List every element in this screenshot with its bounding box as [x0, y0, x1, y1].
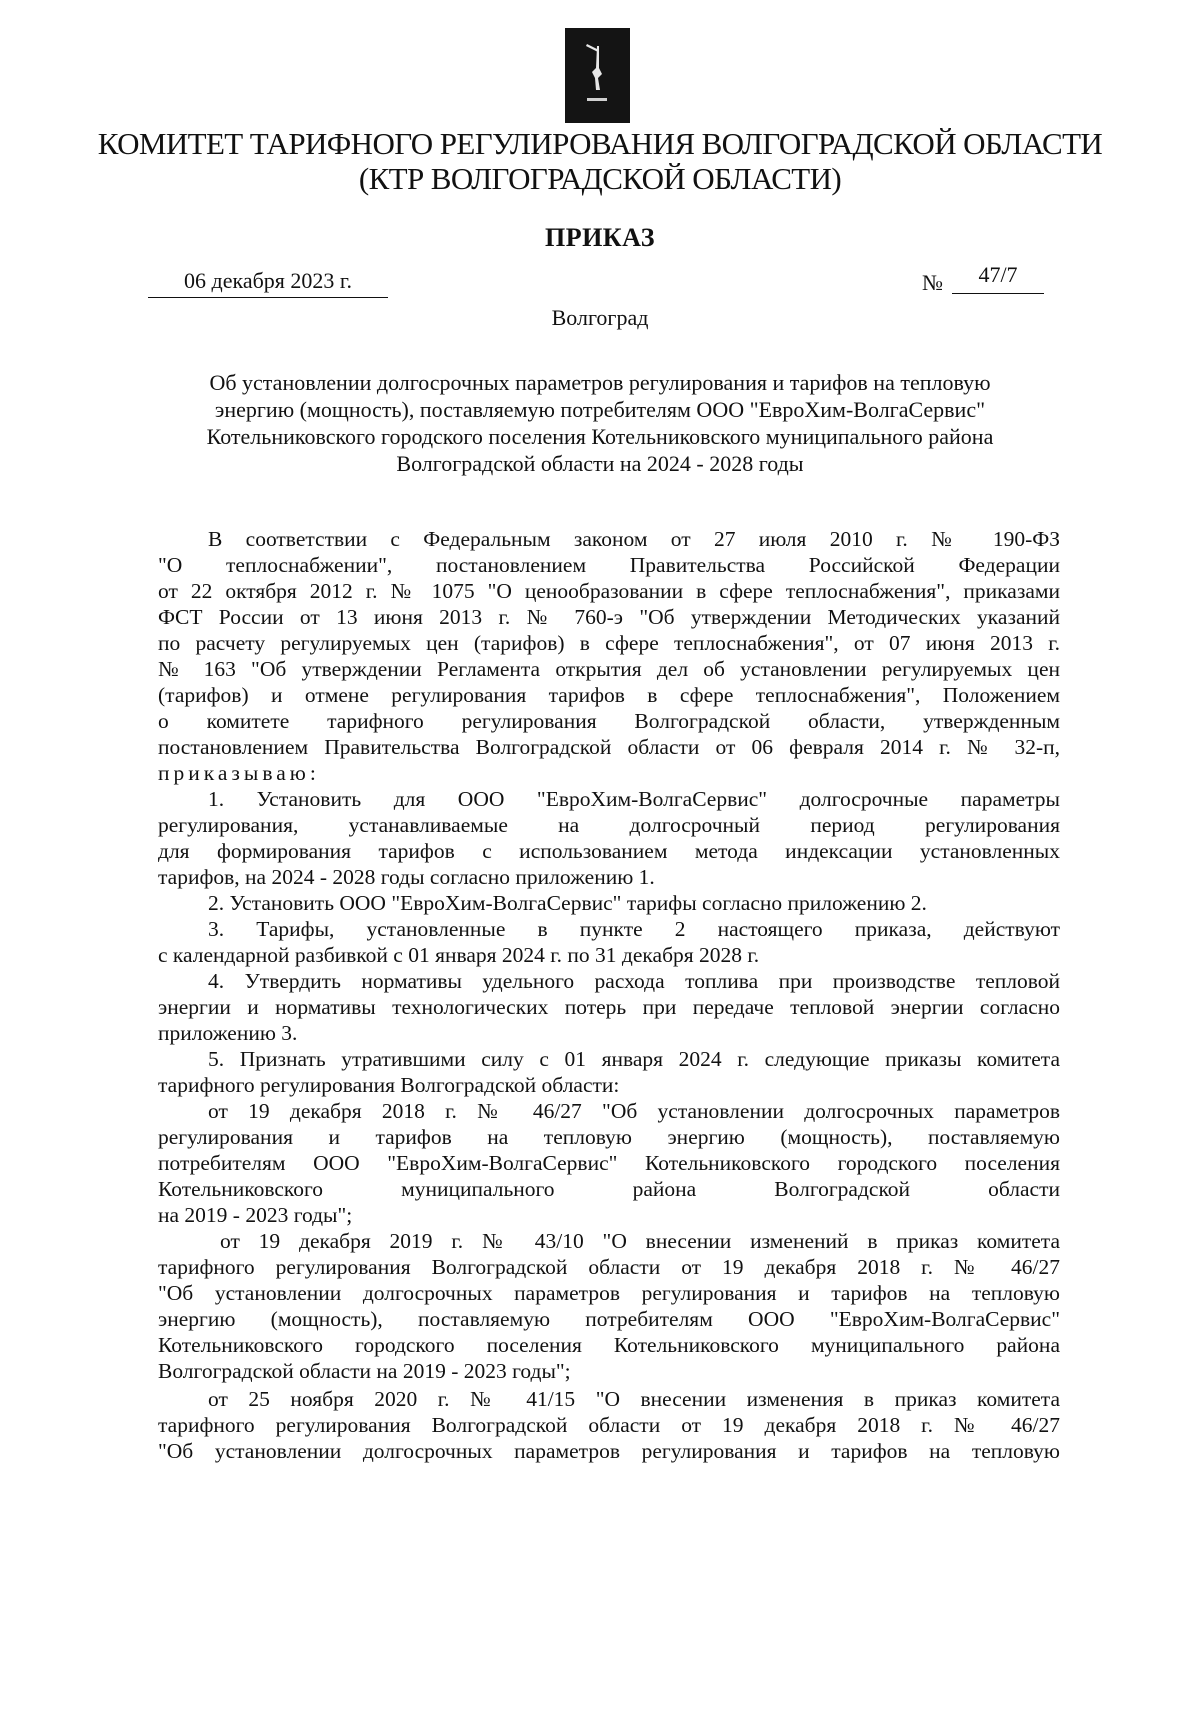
body-line: тарифного регулирования Волгоградской области от 19 декабря 2018 г. № 46/27 — [158, 1255, 1060, 1279]
body-line: "Об установлении долгосрочных параметров регулирования и тарифов на тепловую — [158, 1281, 1060, 1305]
body-line: "Об установлении долгосрочных параметров регулирования и тарифов на тепловую — [158, 1439, 1060, 1463]
body-line: от 19 декабря 2018 г. № 46/27 "Об установлении долгосрочных параметров — [208, 1099, 1060, 1123]
body-line: энергию (мощность), поставляемую потребителям ООО "ЕвроХим-ВолгаСервис" — [158, 1307, 1060, 1331]
organization-name: КОМИТЕТ ТАРИФНОГО РЕГУЛИРОВАНИЯ ВОЛГОГРАДСКОЙ ОБЛАСТИ — [97, 126, 1103, 161]
body-line: 4. Утвердить нормативы удельного расхода топлива при производстве тепловой — [208, 969, 1060, 993]
order-city: Волгоград — [551, 305, 649, 330]
body-line: Котельниковского городского поселения Котельниковского муниципального района — [158, 1333, 1060, 1357]
body-line: регулирования и тарифов на тепловую энергию (мощность), поставляемую — [158, 1125, 1060, 1149]
body-line: постановлением Правительства Волгоградской области от 06 февраля 2014 г. № 32-п, — [158, 735, 1060, 759]
body-line: от 22 октября 2012 г. № 1075 "О ценообразовании в сфере теплоснабжения", приказами — [158, 579, 1060, 603]
body-line: тарифного регулирования Волгоградской области от 19 декабря 2018 г. № 46/27 — [158, 1413, 1060, 1437]
volgograd-emblem-icon — [565, 28, 630, 123]
subject-line: Волгоградской области на 2024 - 2028 годы — [396, 451, 804, 476]
body-line: (тарифов) и отмене регулирования тарифов в сфере теплоснабжения", Положением — [158, 683, 1060, 707]
body-line: Волгоградской области на 2019 - 2023 годы"; — [158, 1359, 571, 1383]
body-line: ФСТ России от 13 июня 2013 г. № 760-э "Об утверждении Методических указаний — [158, 605, 1060, 629]
body-line: приказываю: — [158, 761, 320, 785]
body-line: приложению 3. — [158, 1021, 298, 1045]
body-line: от 25 ноября 2020 г. № 41/15 "О внесении изменения в приказ комитета — [208, 1387, 1060, 1411]
body-line: тарифного регулирования Волгоградской области: — [158, 1073, 620, 1097]
body-line: 3. Тарифы, установленные в пункте 2 настоящего приказа, действуют — [208, 917, 1060, 941]
body-line: Котельниковского муниципального района Волгоградской области — [158, 1177, 1060, 1201]
body-line: потребителям ООО "ЕвроХим-ВолгаСервис" Котельниковского городского поселения — [158, 1151, 1060, 1175]
order-number: 47/7 — [952, 262, 1044, 294]
subject-line: Котельниковского городского поселения Котельниковского муниципального района — [206, 424, 994, 449]
body-line: с календарной разбивкой с 01 января 2024 г. по 31 декабря 2028 г. — [158, 943, 760, 967]
body-line: регулирования, устанавливаемые на долгосрочный период регулирования — [158, 813, 1060, 837]
body-line: № 163 "Об утверждении Регламента открытия дел об установлении регулируемых цен — [158, 657, 1060, 681]
body-line: для формирования тарифов с использованием метода индексации установленных — [158, 839, 1060, 863]
subject-line: энергию (мощность), поставляемую потребителям ООО "ЕвроХим-ВолгаСервис" — [214, 397, 986, 422]
body-line: В соответствии с Федеральным законом от 27 июля 2010 г. № 190-ФЗ — [208, 527, 1060, 551]
body-line: энергии и нормативы технологических потерь при передаче тепловой энергии согласно — [158, 995, 1060, 1019]
organization-short-name: (КТР ВОЛГОГРАДСКОЙ ОБЛАСТИ) — [358, 161, 842, 196]
body-line: 1. Установить для ООО "ЕвроХим-ВолгаСервис" долгосрочные параметры — [208, 787, 1060, 811]
body-line: по расчету регулируемых цен (тарифов) в сфере теплоснабжения", от 07 июня 2013 г. — [158, 631, 1060, 655]
body-line: 2. Установить ООО "ЕвроХим-ВолгаСервис" тарифы согласно приложению 2. — [208, 891, 927, 915]
order-date: 06 декабря 2023 г. — [148, 268, 388, 298]
order-number-label: № — [922, 270, 943, 295]
body-line: от 19 декабря 2019 г. № 43/10 "О внесении изменений в приказ комитета — [220, 1229, 1060, 1253]
document-title: ПРИКАЗ — [544, 223, 656, 252]
body-line: о комитете тарифного регулирования Волгоградской области, утвержденным — [158, 709, 1060, 733]
body-line: "О теплоснабжении", постановлением Правительства Российской Федерации — [158, 553, 1060, 577]
body-line: на 2019 - 2023 годы"; — [158, 1203, 353, 1227]
subject-line: Об установлении долгосрочных параметров регулирования и тарифов на тепловую — [209, 370, 991, 395]
body-line: тарифов, на 2024 - 2028 годы согласно приложению 1. — [158, 865, 655, 889]
body-line: 5. Признать утратившими силу с 01 января 2024 г. следующие приказы комитета — [208, 1047, 1060, 1071]
